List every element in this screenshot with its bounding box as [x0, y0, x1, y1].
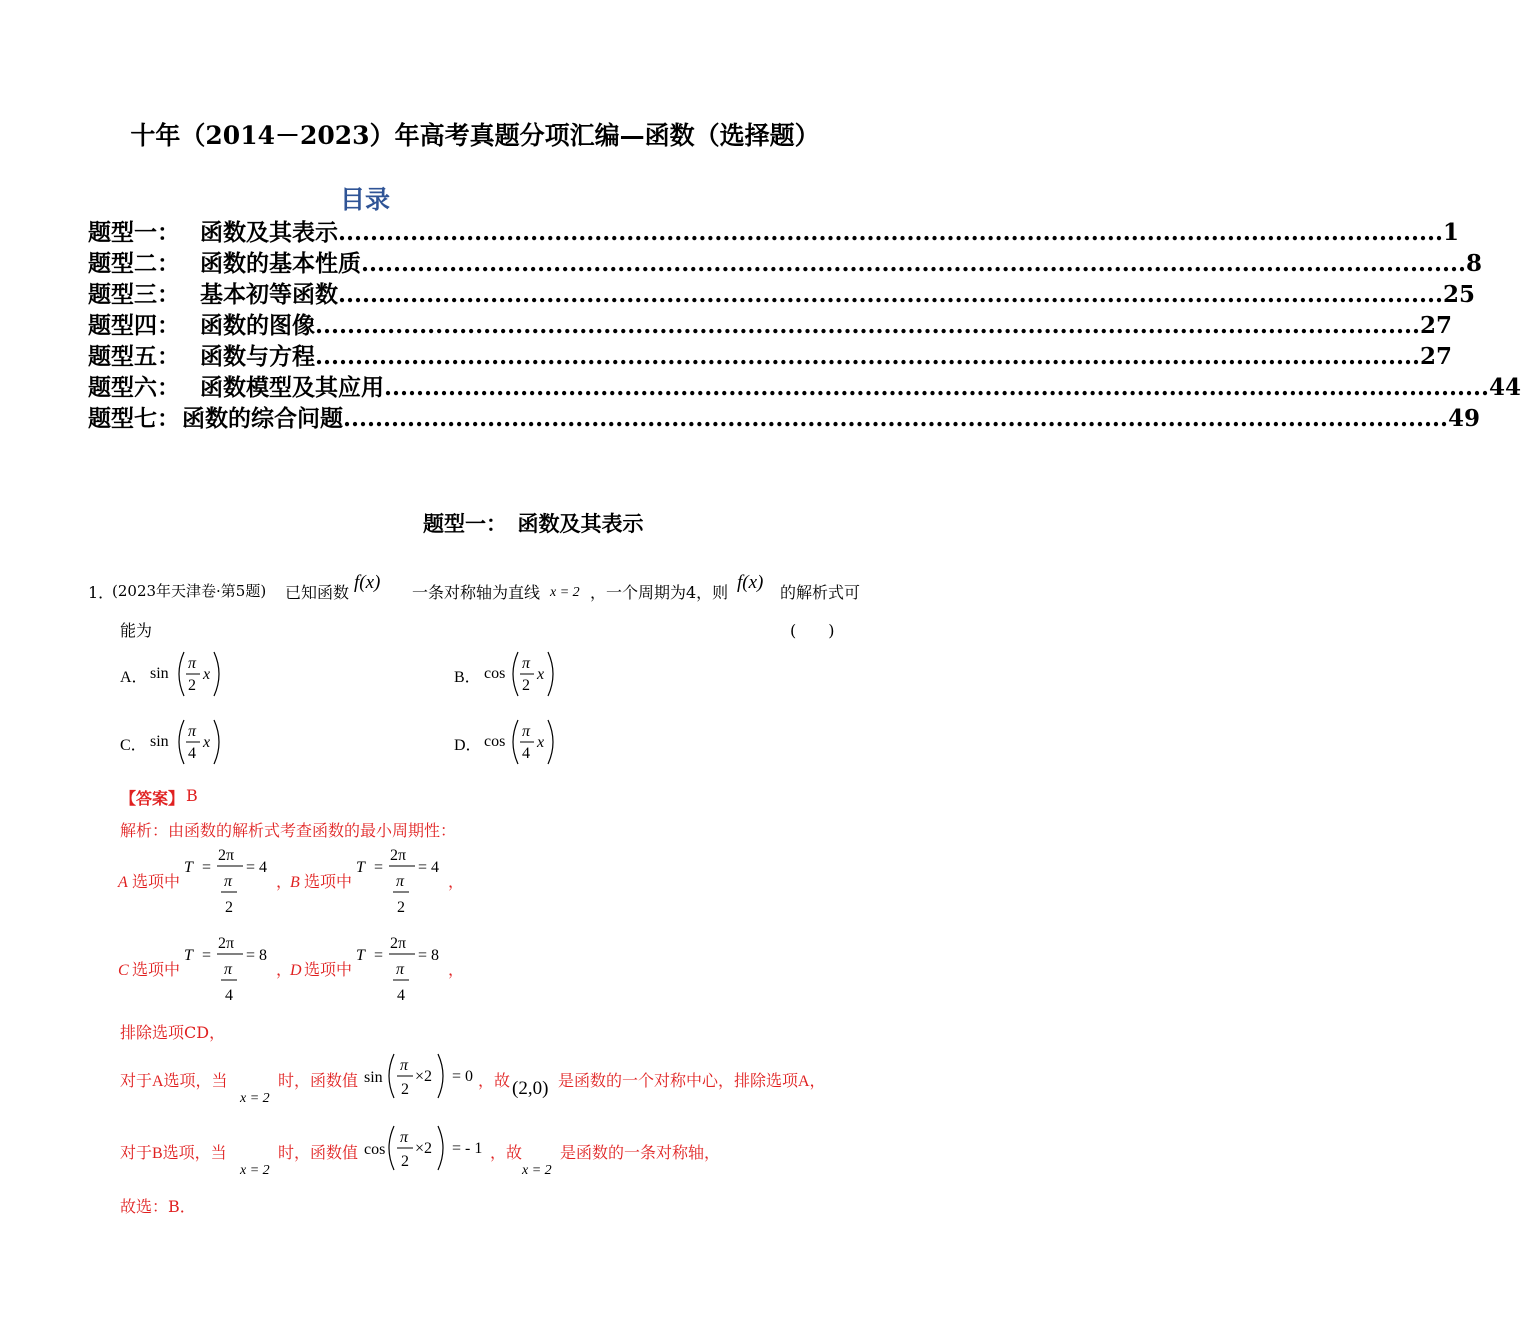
math-den: 2	[188, 677, 196, 694]
toc-label: 题型一：	[88, 219, 180, 246]
toc-entry[interactable]	[88, 307, 1453, 340]
question-text: ，一个周期为4，则	[590, 583, 729, 602]
toc-name: 函数模型及其应用	[200, 374, 384, 401]
check-text: 时，函数值	[278, 1073, 359, 1090]
period-computations	[118, 840, 478, 1020]
analysis-text: 解析：由函数的解析式考查函数的最小周期性：	[120, 821, 457, 840]
math-pi: π	[400, 1057, 409, 1074]
toc-name: 函数的综合问题	[182, 405, 343, 432]
check-text: ，故	[490, 1145, 523, 1162]
math-T: T	[356, 947, 365, 964]
math-den: 2	[225, 899, 233, 916]
opt-letter: A	[118, 874, 128, 891]
toc-name: 函数的图像	[200, 312, 315, 339]
math-T: T	[184, 859, 193, 876]
answer-label: 【答案】	[120, 789, 185, 808]
math-den: 2	[401, 1153, 409, 1170]
math-fn: cos	[364, 1141, 386, 1158]
math-den: 2	[522, 677, 530, 694]
math-den: 2	[397, 899, 405, 916]
toc-page: 25	[1443, 281, 1476, 308]
question-text: 已知函数	[285, 583, 350, 602]
paren-left	[513, 652, 518, 696]
option-b[interactable]	[454, 652, 553, 696]
math-var: x	[203, 734, 211, 751]
math-result: = 4	[246, 859, 268, 876]
math-point: (2,0)	[512, 1078, 549, 1099]
math-eq: =	[202, 859, 212, 876]
opt-suffix: 选项中	[304, 874, 353, 891]
toc-leader: ..........................................................................................................................................	[315, 343, 1421, 370]
paren-right	[438, 1054, 443, 1098]
question-text: 的解析式可	[780, 583, 861, 602]
toc-entry[interactable]	[88, 214, 1460, 247]
toc-leader: ..........................................................................................................................................	[338, 219, 1444, 246]
toc-label: 题型二：	[88, 250, 180, 277]
math-num: π	[522, 723, 531, 740]
math-den: 4	[397, 987, 405, 1004]
toc-label: 题型七：	[88, 405, 180, 432]
check-text: ，故	[478, 1073, 511, 1090]
section-heading: 题型一： 函数及其表示	[423, 511, 644, 536]
math-fn: sin	[364, 1069, 383, 1086]
option-a[interactable]	[120, 652, 219, 696]
math-pi: π	[396, 961, 405, 978]
math-den: 2	[401, 1081, 409, 1098]
toc-page: 1	[1443, 219, 1460, 246]
math-fx: f(x)	[354, 572, 381, 593]
toc-name: 函数及其表示	[200, 219, 338, 246]
math-den: 4	[225, 987, 233, 1004]
math-times: ×2	[415, 1068, 433, 1085]
check-text: 时，函数值	[278, 1145, 359, 1162]
math-den: 4	[188, 745, 196, 762]
opt-suffix: 选项中	[132, 874, 181, 891]
toc-page: 44	[1489, 374, 1521, 401]
math-var: x	[537, 666, 545, 683]
math-x2: x = 2	[522, 1163, 552, 1178]
math-num: π	[522, 655, 531, 672]
toc-label: 题型三：	[88, 281, 180, 308]
question-source: (2023年天津卷·第5题)	[112, 582, 267, 600]
toc-entry[interactable]	[88, 369, 1521, 402]
toc-leader: ..........................................................................................................................................	[338, 281, 1444, 308]
toc-leader: ..........................................................................................................................................	[343, 405, 1449, 432]
toc-name: 基本初等函数	[200, 281, 338, 308]
check-text: 对于A选项，当	[120, 1073, 228, 1090]
math-eq: =	[374, 947, 384, 964]
paren-left	[389, 1054, 394, 1098]
answer-value: B	[186, 786, 198, 805]
math-T: T	[184, 947, 193, 964]
math-pi: π	[396, 873, 405, 890]
math-pi: π	[224, 961, 233, 978]
math-pi: π	[400, 1129, 409, 1146]
math-x2: x = 2	[240, 1163, 270, 1178]
opt-suffix: 选项中	[304, 962, 353, 979]
toc-name: 函数的基本性质	[200, 250, 361, 277]
toc-page: 49	[1448, 405, 1481, 432]
toc-heading: 目录	[340, 185, 391, 214]
toc-name: 函数与方程	[200, 343, 315, 370]
math-num: π	[188, 655, 197, 672]
math-fn: cos	[484, 665, 506, 682]
math-fn: sin	[150, 665, 169, 682]
paren-right	[548, 720, 553, 764]
paren-left	[179, 652, 184, 696]
comma: ，	[448, 874, 465, 891]
math-result: = 4	[418, 859, 440, 876]
final-answer: 故选：B．	[120, 1197, 196, 1216]
paren-right	[548, 652, 553, 696]
options-block	[118, 648, 838, 773]
paren-left	[179, 720, 184, 764]
math-pi: π	[224, 873, 233, 890]
toc-leader: ..........................................................................................................................................	[361, 250, 1467, 277]
math-times: ×2	[415, 1140, 433, 1157]
math-var: x	[537, 734, 545, 751]
paren-left	[513, 720, 518, 764]
paren-right	[214, 720, 219, 764]
check-text: 是函数的一个对称中心，排除选项A，	[558, 1073, 826, 1090]
paren-right	[438, 1126, 443, 1170]
toc-entry[interactable]	[88, 338, 1453, 371]
check-text: 是函数的一条对称轴，	[560, 1145, 721, 1162]
math-fn: sin	[150, 733, 169, 750]
math-num: π	[188, 723, 197, 740]
symmetry-checks	[118, 1050, 838, 1210]
toc-page: 8	[1466, 250, 1483, 277]
toc-label: 题型五：	[88, 343, 180, 370]
check-text: 对于B选项，当	[120, 1145, 227, 1162]
question-number: 1．	[88, 583, 115, 602]
option-key: C．	[120, 737, 147, 754]
option-key: B．	[454, 669, 481, 686]
opt-letter: C	[118, 962, 129, 979]
toc-page: 27	[1420, 312, 1453, 339]
toc-entry[interactable]	[88, 245, 1483, 278]
math-eq: =	[374, 859, 384, 876]
comma: ，	[276, 874, 293, 891]
question-text: 一条对称轴为直线	[412, 583, 541, 602]
math-fn: cos	[484, 733, 506, 750]
math-2pi: 2π	[390, 935, 407, 952]
exclude-text: 排除选项CD，	[120, 1023, 226, 1042]
math-result: = 8	[246, 947, 268, 964]
math-2pi: 2π	[218, 847, 235, 864]
answer-bracket: ( )	[790, 621, 835, 640]
toc-label: 题型六：	[88, 374, 180, 401]
math-axis: x = 2	[550, 585, 580, 600]
comma: ，	[448, 962, 465, 979]
option-key: A．	[120, 669, 148, 686]
option-c[interactable]	[120, 720, 219, 764]
comma: ，	[276, 962, 293, 979]
toc-leader: ..........................................................................................................................................	[315, 312, 1421, 339]
option-key: D．	[454, 737, 482, 754]
opt-suffix: 选项中	[132, 962, 181, 979]
math-var: x	[203, 666, 211, 683]
math-result: = - 1	[452, 1140, 483, 1157]
math-2pi: 2π	[390, 847, 407, 864]
toc-page: 27	[1420, 343, 1453, 370]
math-T: T	[356, 859, 365, 876]
toc-leader: ..........................................................................................................................................	[384, 374, 1490, 401]
math-x2: x = 2	[240, 1091, 270, 1106]
math-2pi: 2π	[218, 935, 235, 952]
opt-letter: D	[290, 962, 302, 979]
math-result: = 0	[452, 1068, 474, 1085]
math-result: = 8	[418, 947, 440, 964]
opt-letter: B	[290, 874, 300, 891]
page-title: 十年（2014－2023）年高考真题分项汇编—函数（选择题）	[130, 121, 820, 150]
paren-right	[214, 652, 219, 696]
toc-entry[interactable]	[88, 400, 1481, 433]
paren-left	[389, 1126, 394, 1170]
math-eq: =	[202, 947, 212, 964]
toc-label: 题型四：	[88, 312, 180, 339]
math-fx: f(x)	[737, 572, 764, 593]
option-d[interactable]	[454, 720, 553, 764]
toc-entry[interactable]	[88, 276, 1476, 309]
math-den: 4	[522, 745, 530, 762]
question-text: 能为	[120, 621, 153, 640]
